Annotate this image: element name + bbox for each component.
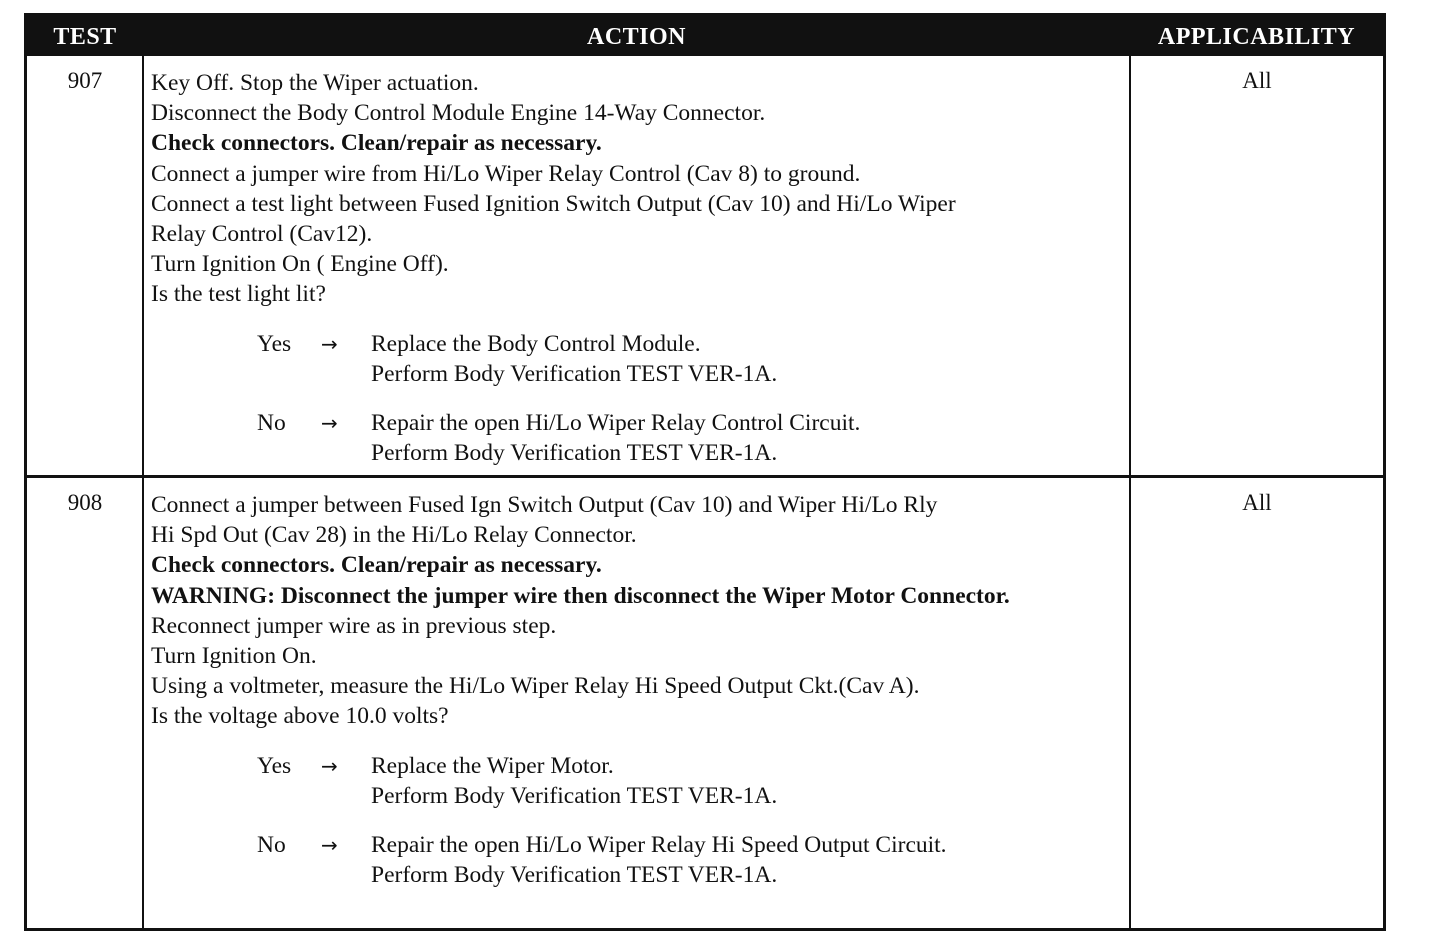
column-divider bbox=[142, 478, 144, 928]
outcome-text bbox=[371, 329, 777, 389]
outcome-line: Replace the Wiper Motor. bbox=[371, 752, 614, 779]
table-header bbox=[27, 16, 1383, 56]
action-line: Using a voltmeter, measure the Hi/Lo Wiper Relay Hi Speed Output Ckt.(Cav A). bbox=[151, 673, 920, 700]
diagnostic-test-table bbox=[24, 13, 1386, 931]
column-divider bbox=[1129, 478, 1131, 928]
outcome-text bbox=[371, 408, 860, 468]
outcome-line: Repair the open Hi/Lo Wiper Relay Control Circuit. bbox=[371, 409, 861, 436]
arrow-right-icon: → bbox=[321, 753, 338, 778]
arrow-right-icon: → bbox=[321, 331, 338, 356]
action-question: Is the voltage above 10.0 volts? bbox=[151, 703, 449, 730]
applicability-value: All bbox=[1242, 490, 1272, 515]
table-row bbox=[27, 478, 1383, 928]
action-line: Turn Ignition On. bbox=[151, 643, 317, 670]
outcome-line: Repair the open Hi/Lo Wiper Relay Hi Speed Output Circuit. bbox=[371, 831, 947, 858]
outcome-yes bbox=[151, 329, 1126, 389]
table-row bbox=[27, 56, 1383, 478]
outcome-label: Yes bbox=[257, 752, 292, 779]
outcome-line: Replace the Body Control Module. bbox=[371, 330, 701, 357]
header-test: TEST bbox=[53, 24, 117, 50]
header-action: ACTION bbox=[586, 24, 686, 50]
warning-text: WARNING: Disconnect the jumper wire then disconnect the Wiper Motor Connector. bbox=[151, 582, 1010, 609]
action-line: Connect a jumper between Fused Ign Switch Output (Cav 10) and Wiper Hi/Lo Rly bbox=[151, 492, 938, 518]
outcome-yes bbox=[151, 751, 1126, 811]
arrow-right-icon: → bbox=[321, 832, 338, 857]
action-line: Reconnect jumper wire as in previous step. bbox=[151, 612, 557, 639]
outcome-no bbox=[151, 830, 1126, 890]
outcome-no bbox=[151, 408, 1126, 468]
outcome-line: Perform Body Verification TEST VER-1A. bbox=[371, 861, 778, 888]
outcome-text bbox=[371, 830, 947, 890]
action-line: Key Off. Stop the Wiper actuation. bbox=[151, 70, 479, 96]
action-line: Connect a jumper wire from Hi/Lo Wiper Relay Control (Cav 8) to ground. bbox=[151, 160, 861, 187]
action-line: Disconnect the Body Control Module Engine 14-Way Connector. bbox=[151, 100, 766, 127]
action-question: Is the test light lit? bbox=[151, 281, 326, 308]
action-cell bbox=[151, 490, 1126, 890]
applicability-value: All bbox=[1242, 68, 1272, 93]
outcome-label: Yes bbox=[257, 330, 292, 357]
arrow-right-icon: → bbox=[321, 410, 338, 435]
outcome-text bbox=[371, 751, 777, 811]
outcome-label: No bbox=[257, 831, 286, 858]
outcome-line: Perform Body Verification TEST VER-1A. bbox=[371, 439, 778, 466]
outcome-line: Perform Body Verification TEST VER-1A. bbox=[371, 360, 778, 387]
action-line: Connect a test light between Fused Ignition Switch Output (Cav 10) and Hi/Lo Wiper bbox=[151, 190, 956, 217]
outcome-label: No bbox=[257, 409, 286, 436]
action-cell bbox=[151, 68, 1126, 468]
column-divider bbox=[1129, 56, 1131, 475]
header-applicability: APPLICABILITY bbox=[1157, 24, 1356, 50]
outcome-line: Perform Body Verification TEST VER-1A. bbox=[371, 782, 778, 809]
action-line: Hi Spd Out (Cav 28) in the Hi/Lo Relay Connector. bbox=[151, 522, 637, 549]
action-line-emphasis: Check connectors. Clean/repair as necessary. bbox=[151, 552, 602, 579]
action-line-emphasis: Check connectors. Clean/repair as necessary. bbox=[151, 130, 602, 157]
test-number: 907 bbox=[67, 68, 103, 93]
action-line: Turn Ignition On ( Engine Off). bbox=[151, 251, 449, 278]
column-divider bbox=[142, 56, 144, 475]
action-line: Relay Control (Cav12). bbox=[151, 221, 373, 248]
test-number: 908 bbox=[67, 490, 103, 515]
